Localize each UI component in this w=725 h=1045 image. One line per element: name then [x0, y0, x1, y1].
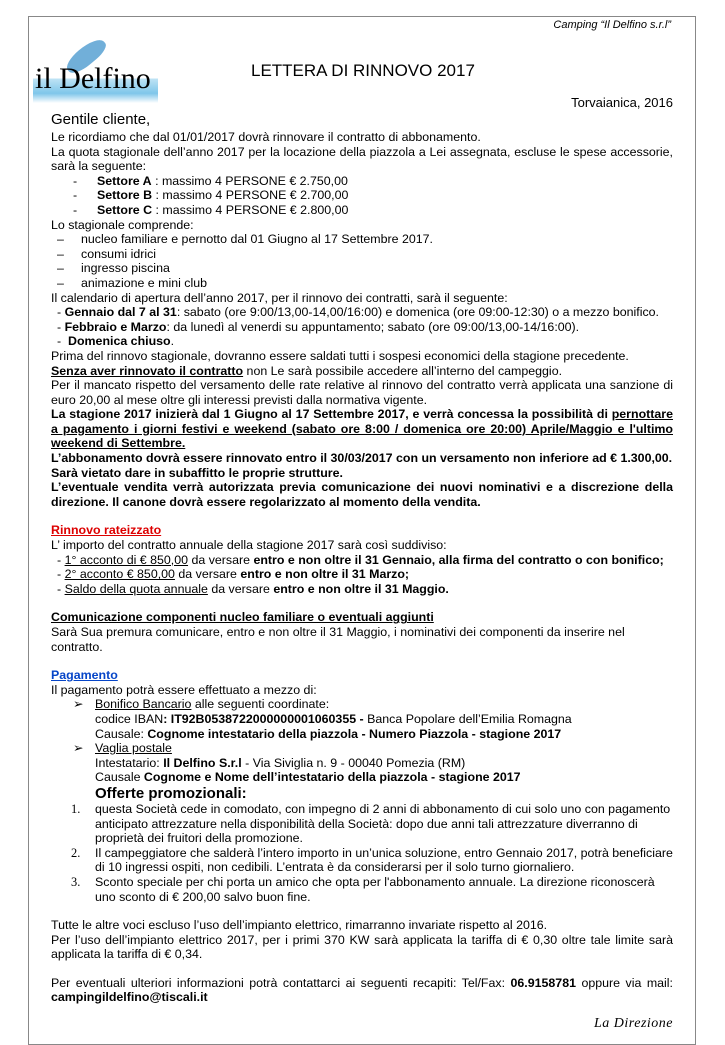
contact: Per eventuali ulteriori informazioni potrà contattarci ai seguenti recapiti: Tel/Fax: 06.9158781 oppure via mail: campingildelfino@tiscali.it	[51, 975, 673, 1005]
installment-item: - Saldo della quota annuale da versare entro e non oltre il 31 Maggio.	[57, 581, 449, 596]
intro-1: Le ricordiamo che dal 01/01/2017 dovrà rinnovare il contratto di abbonamento.	[51, 130, 481, 144]
installments-title: Rinnovo rateizzato	[51, 523, 162, 538]
page-title: LETTERA DI RINNOVO 2017	[251, 61, 475, 80]
list-item: – animazione e mini club	[57, 275, 208, 290]
offer-item: 2. Il campeggiatore che salderà l’intero importo in un’unica soluzione, entro Gennaio 2017, potrà beneficiare di 10 ingressi ospiti, non cedibili. L’entrata è da considerarsi per il solo turno giornaliero.	[71, 845, 673, 875]
offer-item: 3. Sconto speciale per chi porta un amico che opta per l'abbonamento annuale. La direzione riconoscerà uno sconto di € 200,00 salvo buon fine.	[71, 874, 655, 904]
greeting: Gentile cliente,	[51, 111, 151, 128]
logo-text: il Delfino	[35, 62, 151, 95]
arrow-bullet-icon: ➢	[73, 741, 84, 756]
family-title: Comunicazione componenti nucleo familiare o eventuali aggiunti	[51, 610, 434, 625]
calendar-title: Il calendario di apertura dell’anno 2017, per il rinnovo dei contratti, sarà il seguente:	[51, 290, 508, 305]
includes-title: Lo stagionale comprende:	[51, 217, 194, 232]
company-header: Camping “Il Delfino s.r.l”	[553, 19, 671, 31]
rule: Prima del rinnovo stagionale, dovranno essere saldati tutti i sospesi economici della stagione precedente.	[51, 348, 629, 363]
list-item: – nucleo familiare e pernotto dal 01 Giugno al 17 Settembre 2017.	[57, 232, 433, 247]
causale-postal: Causale Cognome e Nome dell’intestatario della piazzola - stagione 2017	[95, 770, 521, 785]
phone: 06.9158781	[510, 975, 576, 990]
calendar-item: - Domenica chiuso.	[57, 334, 175, 349]
offers-title: Offerte promozionali:	[95, 784, 247, 802]
letter-page	[28, 16, 696, 1045]
arrow-bullet-icon: ➢	[73, 697, 84, 712]
rule: Sarà vietato dare in subaffitto le proprie strutture.	[51, 465, 343, 480]
intro-2: La quota stagionale dell’anno 2017 per la locazione della piazzola a Lei assegnata, escluse le spese accessorie, sarà la seguente:	[51, 144, 673, 174]
sector-c: - Settore C : massimo 4 PERSONE € 2.800,00	[73, 202, 349, 217]
installment-item: - 1° acconto di € 850,00 da versare entro e non oltre il 31 Gennaio, alla firma del contratto o con bonifico;	[57, 552, 664, 567]
closing-1: Tutte le altre voci escluso l’uso dell’impianto elettrico, rimarranno invariate rispetto al 2016.	[51, 918, 548, 933]
family-text: Sarà Sua premura comunicare, entro e non oltre il 31 Maggio, i nominativi dei componenti da inserire nel contratto.	[51, 625, 625, 654]
payment-postal: ➢ Vaglia postale	[73, 741, 172, 756]
rule: L’abbonamento dovrà essere rinnovato entro il 30/03/2017 con un versamento non inferiore ad € 1.300,00.	[51, 451, 673, 466]
rule: Per il mancato rispetto del versamento delle rate relative al rinnovo del contratto verrà applicata una sanzione di euro 20,00 al mese oltre gli interessi previsti dalla normativa vigente.	[51, 378, 673, 407]
offer-item: 1. questa Società cede in comodato, con impegno di 2 anni di abbonamento di cui solo uno con pagamento anticipato attrezzature nella disponibilità della Società: dopo due anni tali attrezzature diverranno di proprietà dei fruitori della promozione.	[71, 801, 671, 846]
rule: La stagione 2017 inizierà dal 1 Giugno al 17 Settembre 2017, e verrà concessa la possibilità di pernottare a pagamento i giorni festivi e weekend (sabato ore 8:00 / domenica ore 20:00) Aprile/Maggio e l'ultimo weekend di Settembre.	[51, 407, 673, 451]
calendar-item: - Febbraio e Marzo: da lunedì al venerdi su appuntamento; sabato (ore 09:00/13,00-14/16:00).	[57, 319, 580, 334]
email-link[interactable]: campingildelfino@tiscali.it	[51, 990, 208, 1005]
sector-a: - Settore A : massimo 4 PERSONE € 2.750,00	[73, 173, 348, 188]
rule: L’eventuale vendita verrà autorizzata previa comunicazione dei nuovi nominativi e a discrezione della direzione. Il canone dovrà essere regolarizzato al momento della vendita.	[51, 480, 673, 509]
holder: Intestatario: Il Delfino S.r.l - Via Siviglia n. 9 - 00040 Pomezia (RM)	[95, 755, 466, 770]
iban: codice IBAN: IT92B0538722000000001060355 - Banca Popolare dell’Emilia Romagna	[95, 711, 572, 726]
installment-item: - 2° acconto € 850,00 da versare entro e non oltre il 31 Marzo;	[57, 567, 410, 582]
sector-b: - Settore B : massimo 4 PERSONE € 2.700,00	[73, 188, 349, 203]
calendar-item: - Gennaio dal 7 al 31: sabato (ore 9:00/13,00-14,00/16:00) e domenica (ore 09:00-12:30) o a mezzo bonifico.	[57, 305, 659, 320]
payment-title: Pagamento	[51, 668, 118, 683]
closing-2: Per l’uso dell’impianto elettrico 2017, per i primi 370 KW sarà applicata la tariffa di € 0,30 oltre tale limite sarà applicata la tariffa di € 0,34.	[51, 932, 673, 962]
signature: La Direzione	[594, 1016, 673, 1032]
rule: Senza aver rinnovato il contratto non Le sarà possibile accedere all’interno del campeggio.	[51, 363, 563, 378]
list-item: – consumi idrici	[57, 246, 157, 261]
list-item: – ingresso piscina	[57, 261, 170, 276]
letter-body	[51, 17, 673, 1044]
installments-intro: L’ importo del contratto annuale della stagione 2017 sarà così suddiviso:	[51, 538, 447, 553]
causale-bank: Causale: Cognome intestatario della piazzola - Numero Piazzola - stagione 2017	[95, 726, 562, 741]
payment-bank: ➢ Bonifico Bancario alle seguenti coordinate:	[73, 697, 330, 712]
payment-intro: Il pagamento potrà essere effettuato a mezzo di:	[51, 682, 317, 697]
date: Torvaianica, 2016	[571, 95, 673, 110]
